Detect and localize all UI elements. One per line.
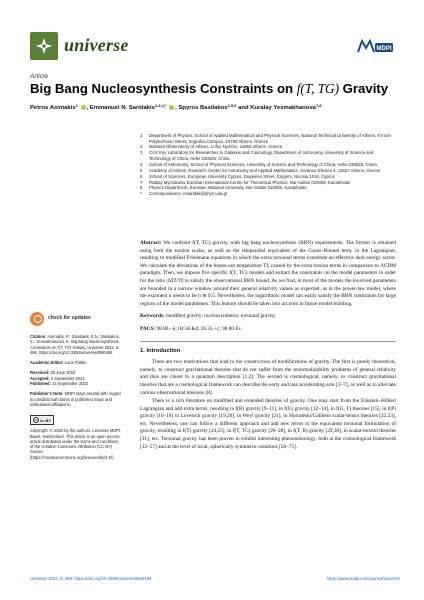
affiliation-item: [140, 185, 396, 191]
publisher-note-label: Publisher's Note:: [30, 391, 64, 397]
affiliation-text: School of Astronomy, School of Physical Sciences, University of Science and Technology of China, Hefei 230026, China: [149, 161, 377, 167]
citation-text: Asimakis, P.; Saridakis, E.N.; Basilakos, S.; Yesmakhanova, K. Big Bang Nucleosynthesis Constraints on f(T, TG) Gravity. Universe 2022, 8, 486. https://doi.org/10.3390/universe8090486: [30, 334, 120, 355]
affiliation-num: 6: [140, 173, 143, 179]
affiliation-item: [140, 168, 396, 174]
footer-doi-link[interactable]: Universe 2022, 8, 486. https://doi.org/10.3390/universe8090486: [30, 576, 152, 581]
author-list: Petros Asimakis$^1$ , Emmanuel N. Saridakis$^{2,3,4,*}$ , Spyros Basilakos$^{2,5,6}$ and Kuralay Yesmakhanova$^{7,8}$: [30, 103, 322, 111]
published-date: [30, 381, 122, 386]
published-value: 14 September 2022: [52, 381, 89, 387]
journal-name[interactable]: universe: [64, 35, 129, 55]
keywords: [140, 313, 396, 321]
journal-logo-icon: [30, 32, 58, 60]
pacs-text: 98.80.−k; 04.50.Kd; 26.35.+c; 98.80.Es: [156, 325, 241, 332]
affiliation-item: [140, 191, 396, 197]
cc-label: cc BY: [40, 417, 52, 423]
title-formula: f(T, TG): [296, 81, 339, 96]
affiliation-item: [140, 174, 396, 180]
author-sup: 2,3,4,*: [154, 103, 167, 108]
title-main: Big Bang Nucleosynthesis Constraints on: [30, 81, 297, 96]
affiliation-num: 2: [140, 144, 143, 150]
article-type: Article: [30, 73, 49, 80]
citation-label: Citation:: [30, 334, 47, 339]
page-footer: [30, 576, 400, 581]
divider: [140, 341, 396, 342]
affiliation-num: 4: [140, 161, 143, 167]
affiliation-item: [140, 180, 396, 186]
affiliation-text: Physics Department, Eurasian National University, Nur-Sultan 010008, Kazakhstan: [149, 185, 307, 191]
copyright-text: Copyright: © 2022 by the authors. Licensee MDPI, Basel, Switzerland. This article is an open access article distributed under the terms and conditions of the Creative Commons Attribution (CC BY) license (https://creativecommons.org/licenses/by/4.0/).: [30, 428, 122, 460]
orcid-icon[interactable]: [169, 105, 174, 110]
published-label: Published:: [30, 381, 51, 387]
footer-journal-link[interactable]: https://www.mdpi.com/journal/universe: [326, 576, 400, 581]
check-updates-button[interactable]: [30, 312, 122, 326]
affiliation-text: Department of Physics, School of Applied Mathematical and Physical Sciences, National Technical University of Athens, 9 Iroon Polytechniou Street, Zografou Campus, 15780 Athens, Greece: [149, 133, 391, 144]
author-sup: 1: [75, 103, 78, 108]
section-heading: 1. Introduction: [140, 347, 181, 354]
cc-license-badge[interactable]: [30, 415, 54, 425]
author-name: Petros Asimakis: [30, 105, 76, 111]
affiliation-num: *: [140, 191, 142, 197]
abstract-label: Abstract:: [140, 240, 162, 246]
accepted-value: 2 September 2022: [50, 375, 85, 381]
author-name: Kuralay Yesmakhanova: [250, 105, 316, 111]
received-label: Received:: [30, 370, 50, 376]
paragraph: There are two motivations that lead to the construction of modifications of gravity. The first is purely theoretical, namely, to construct gravitational theories that do not suffer from the renormalizability problems of general relativity and thus are closer to a quantum description [1,2]. The second is cosmological, namely, to construct gravitational theories that are a cosmological framework can describe the early and late accelerating eras [3–7], as well as to alleviate various observational tensions [8].: [140, 359, 396, 396]
affiliation-item: [140, 162, 396, 168]
affiliation-num: 5: [140, 167, 143, 173]
affiliation-item: [140, 150, 396, 161]
publisher-name: MDPI: [376, 46, 392, 52]
affiliation-text: Academy of Athens, Research Center for Astronomy and Applied Mathematics, Soranou Efesiou 4, 11527 Athens, Greece: [149, 167, 381, 173]
affiliation-num: 1: [140, 133, 143, 138]
dates-block: [30, 370, 122, 386]
affiliation-num: 8: [140, 185, 143, 191]
sidebar: [30, 312, 122, 465]
paper-title: [30, 81, 400, 97]
affiliation-num: 3: [140, 150, 143, 156]
author-name: Emmanuel N. Saridakis: [89, 105, 155, 111]
pacs-label: PACS:: [140, 325, 156, 332]
abstract-text: We confront f(T, TG) gravity, with big bang nucleosynthesis (BBN) requirements. The former is obtained using both the torsion scalar, as well as the teleparallel equivalent of the Gauss–Bonnet term, in the Lagrangian, resulting to modified Friedmann equations in which the extra torsional terms constitute an effective dark energy sector. We calculate the deviations of the freeze-out temperature Tf, caused by the extra torsion terms in comparison to ΛCDM paradigm. Then, we impose five specific f(T, TG) models and extract the constraints on the model parameters in order for the ratio |ΔTf/Tf| to satisfy the observational BBN bound. As we find, in most of the models the involved parameters are bounded in a narrow window around their general relativity values as expected, as in the power-law model, where the exponent n needs to be n ≲ 0.5. Nevertheless, the logarithmic model can easily satisfy the BBN constraints for large regions of the model parameters. This feature should be taken into account in future model building.: [140, 240, 397, 307]
pacs: [140, 326, 396, 334]
editor-block: [30, 360, 122, 365]
publisher-note: [30, 391, 122, 407]
paragraph: There is a rich literature on modified and extended theories of gravity. One may start from the Einstein–Hilbert Lagrangian and add extra terms, resulting in f(R) gravity [9–11], in f(G) gravity [12–14], in f(G, T) theories [15], in f(P) gravity [16–18] in Lovelock gravity [19,20], in Weyl gravity [21], in Horndeski/Galileon scalar-tensor theories [22,23], etc. Nevertheless, one can follow a different approach and add new terms to the equivalent torsional formulation of gravity, resulting in f(T) gravity [24,25], in f(T, TG) gravity [26–28], in f(T, B) gravity [29,30], in scalar-torsion theories [31], etc. Torsional gravity has been proven to exhibit interesting phenomenology, both at the cosmological framework [32–57] and at the level of local, spherically symmetric solutions [58–75].: [140, 398, 396, 450]
affiliation-text: National Observatory of Athens, Lofos Nymfon, 11852 Athens, Greece: [149, 144, 283, 150]
main-content: [140, 240, 396, 452]
received-value: 25 June 2022: [50, 370, 76, 376]
editor-label: Academic Editor:: [30, 360, 64, 366]
affiliation-text: School of Sciences, European University Cyprus, Diogenes Street, Engomi, Nicosia 1516, Cyprus: [149, 173, 335, 179]
cc-icon: cc: [34, 417, 38, 422]
keywords-text: modified gravity; nucleosynthesis; torsional gravity: [166, 313, 276, 320]
orcid-icon[interactable]: [81, 105, 86, 110]
author-name: Spyros Basilakos: [178, 105, 228, 111]
abstract: [140, 240, 396, 308]
author-sup: 7,8: [315, 103, 322, 108]
citation-block: [30, 334, 122, 355]
affiliation-item: [140, 133, 396, 144]
check-updates-label: check for updates: [48, 315, 91, 322]
correspondence-email[interactable]: Correspondence: msaridak@phys.uoa.gr: [149, 191, 228, 197]
editor-name: Luca Fabbri: [64, 360, 87, 366]
affiliation-num: 7: [140, 179, 143, 185]
mdpi-logo-icon[interactable]: [356, 40, 394, 54]
affiliation-text: Ratbay Myrzakulov Eurasian International Centre for Theoretical Physics, Nur-Sultan 010009, Kazakhstan: [149, 179, 351, 185]
publisher-note-text: MDPI stays neutral with regard to jurisdictional claims in published maps and institutional affiliations.: [30, 391, 121, 407]
accepted-label: Accepted:: [30, 375, 50, 381]
affiliation-text: CAS Key Laboratory for Researches in Galaxies and Cosmology, Department of Astronomy, University of Science and Technology of China, Hefei 230026, China: [149, 150, 374, 161]
affiliation-list: [140, 133, 396, 197]
author-sup: 2,5,6: [227, 103, 237, 108]
copyright-block: [30, 428, 122, 460]
title-tail: Gravity: [338, 81, 389, 96]
keywords-label: Keywords:: [140, 313, 165, 320]
check-updates-icon: [30, 312, 44, 326]
affiliation-item: [140, 144, 396, 150]
